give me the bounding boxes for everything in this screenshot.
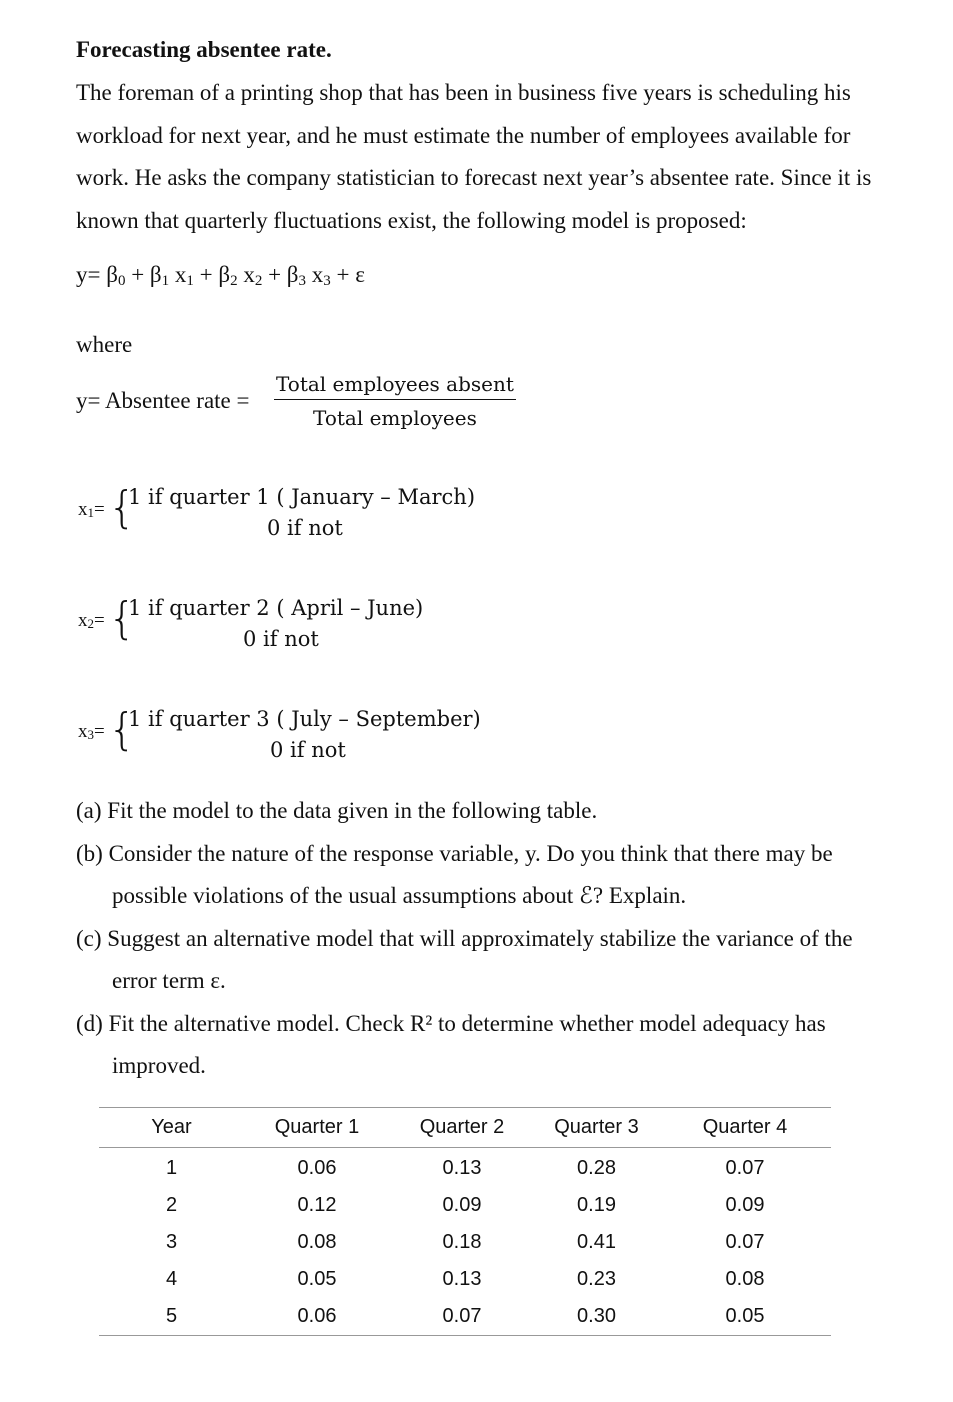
cell-year: 3 (165, 1231, 178, 1253)
cell-value: 0.09 (442, 1194, 482, 1216)
brace-icon: { (108, 593, 136, 644)
cell-value: 0.28 (577, 1157, 616, 1179)
fraction-denominator: Total employees (313, 406, 477, 430)
cell-year: 5 (165, 1305, 178, 1327)
question-b: (b) Consider the nature of the response variable, y. Do you think that there may be (76, 841, 833, 866)
table-row (99, 1261, 831, 1298)
intro-line: known that quarterly fluctuations exist, the following model is proposed: (76, 208, 747, 233)
cell-value: 0.06 (297, 1305, 337, 1327)
cell-year: 4 (165, 1268, 178, 1290)
cell-value: 0.23 (577, 1268, 616, 1290)
cell-value: 0.13 (442, 1157, 482, 1179)
cell-value: 0.07 (725, 1157, 765, 1179)
cell-value: 0.05 (297, 1268, 337, 1290)
intro-line: work. He asks the company statistician to forecast next year’s absentee rate. Since it is (76, 165, 872, 190)
question-a: (a) Fit the model to the data given in the following table. (76, 798, 598, 823)
cell-value: 0.08 (725, 1268, 765, 1290)
header-quarter-1: Quarter 1 (244, 1108, 390, 1148)
absentee-rate-label: y= Absentee rate = (76, 388, 250, 413)
brace-icon: { (108, 704, 136, 755)
cell-year: 2 (165, 1194, 178, 1216)
dummy-x1-label: $x_1=$ (78, 499, 105, 520)
question-c-cont: error term ε. (112, 968, 226, 993)
dummy-x3-case-1: 1 if quarter 3 ( July – September) (128, 707, 481, 731)
table-header-row (99, 1108, 831, 1148)
intro-line: workload for next year, and he must estimate the number of employees available for (76, 123, 851, 148)
dummy-x1-case-0: 0 if not (267, 516, 343, 540)
cell-value: 0.41 (577, 1231, 616, 1253)
dummy-x2-label: $x_2=$ (78, 610, 105, 631)
question-d-cont: improved. (112, 1053, 206, 1078)
table-row (99, 1298, 831, 1336)
table-row (99, 1224, 831, 1261)
cell-value: 0.12 (297, 1194, 337, 1216)
cell-value: 0.06 (297, 1157, 337, 1179)
cell-value: 0.13 (442, 1268, 482, 1290)
question-b-cont: possible violations of the usual assumptions about ℰ? Explain. (112, 883, 687, 908)
problem-title: Forecasting absentee rate. (76, 37, 332, 62)
cell-value: 0.09 (725, 1194, 765, 1216)
header-quarter-2: Quarter 2 (390, 1108, 534, 1148)
table-row (99, 1187, 831, 1224)
dummy-x3-case-0: 0 if not (270, 738, 346, 762)
where-label: where (76, 332, 133, 357)
header-quarter-4: Quarter 4 (659, 1108, 831, 1148)
cell-value: 0.18 (442, 1231, 482, 1253)
question-d: (d) Fit the alternative model. Check R² to determine whether model adequacy has (76, 1011, 826, 1036)
cell-value: 0.05 (725, 1305, 765, 1327)
question-c: (c) Suggest an alternative model that will approximately stabilize the variance of the (76, 926, 853, 951)
header-year: Year (99, 1108, 244, 1148)
dummy-x3-label: $x_3=$ (78, 721, 105, 742)
cell-value: 0.08 (297, 1231, 337, 1253)
cell-value: 0.07 (442, 1305, 482, 1327)
header-quarter-3: Quarter 3 (534, 1108, 659, 1148)
model-equation: $y= \beta_0 + \beta_1$ $x_1 + \beta_2$ $x_2 + \beta_3$ $x_3 + \varepsilon$ (76, 262, 365, 289)
intro-line: The foreman of a printing shop that has been in business five years is scheduling his (76, 80, 851, 105)
cell-value: 0.30 (577, 1305, 616, 1327)
cell-value: 0.07 (725, 1231, 765, 1253)
absentee-rate-fraction (274, 372, 516, 430)
dummy-x1-case-1: 1 if quarter 1 ( January – March) (128, 485, 476, 509)
table-row (99, 1148, 831, 1188)
dummy-x2-case-1: 1 if quarter 2 ( April – June) (128, 596, 424, 620)
dummy-x2-case-0: 0 if not (243, 627, 319, 651)
brace-icon: { (108, 482, 136, 533)
fraction-numerator: Total employees absent (274, 372, 516, 400)
absentee-data-table (99, 1107, 831, 1336)
cell-value: 0.19 (577, 1194, 616, 1216)
cell-year: 1 (165, 1157, 178, 1179)
